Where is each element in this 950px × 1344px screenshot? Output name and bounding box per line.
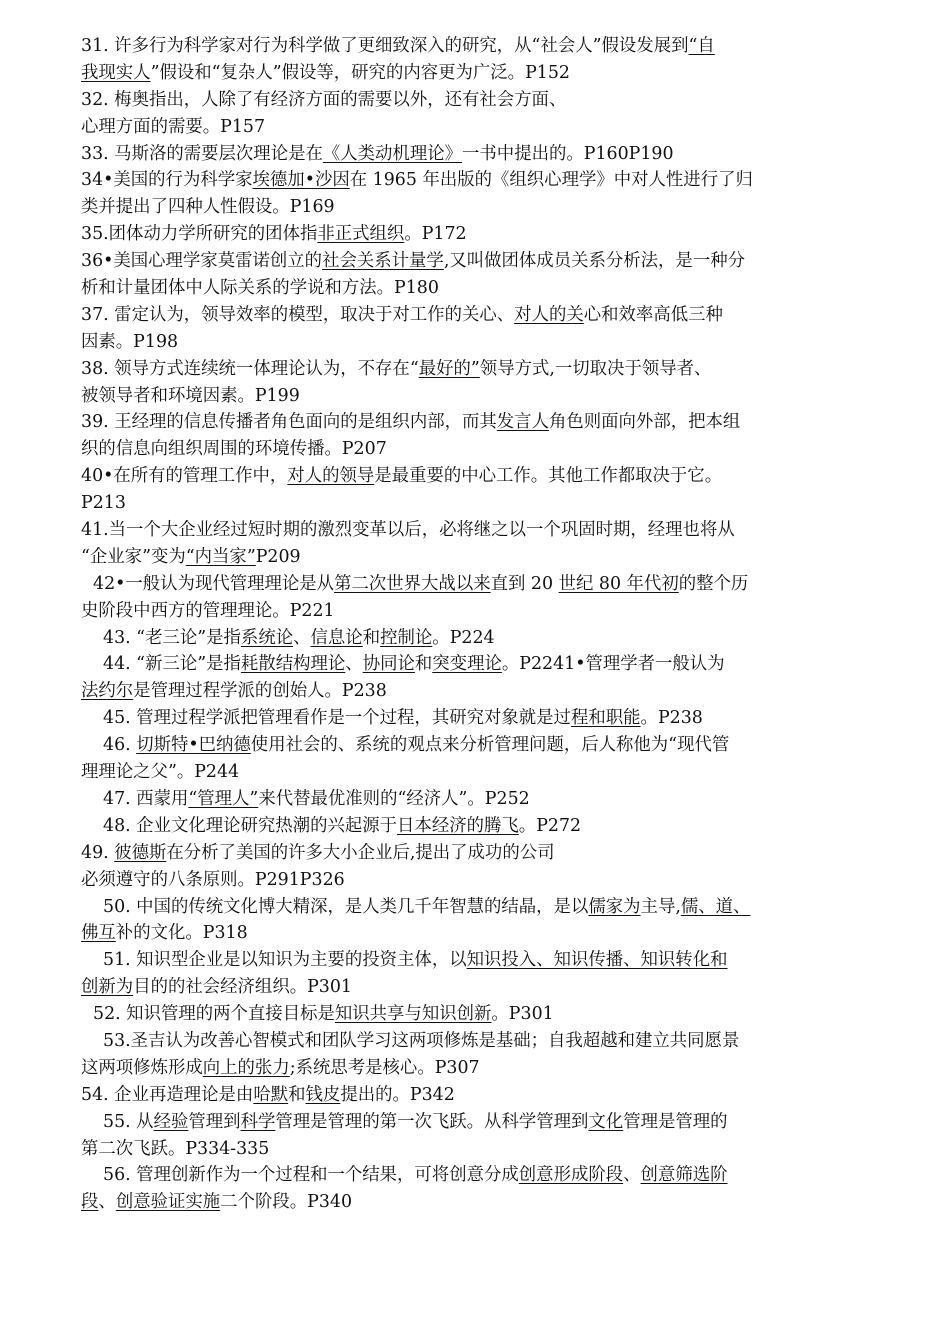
- underlined-answer: 控制论: [380, 627, 433, 648]
- item-43: [81, 625, 896, 652]
- item-33-line-1: [81, 141, 896, 168]
- item-53-line-2: [81, 1055, 896, 1082]
- item-32: [81, 87, 896, 141]
- text-run: 和: [362, 627, 381, 648]
- item-31-line-1: [81, 33, 896, 60]
- text-run: 47. 西蒙用: [103, 788, 189, 809]
- text-run: 理理论之父”。P244: [81, 762, 240, 783]
- text-run: ;系统思考是核心。P307: [289, 1057, 480, 1078]
- text-run: 织的信息向组织周围的环境传播。P207: [81, 439, 387, 460]
- text-run: 是最重要的中心工作。其他工作都取决于它。: [374, 466, 723, 487]
- item-36-line-1: [81, 248, 896, 275]
- underlined-answer: 系统论: [240, 627, 294, 648]
- item-34: [81, 167, 896, 221]
- underlined-answer: 社会关系计量学: [322, 251, 444, 272]
- text-run: 48. 企业文化理论研究热潮的兴起源于: [103, 815, 398, 836]
- text-run: 一书中提出的。P160P190: [462, 143, 674, 164]
- item-37-line-2: [81, 329, 896, 356]
- item-35-line-1: [81, 221, 896, 248]
- text-run: 和: [288, 1084, 306, 1105]
- underlined-answer: 佛互: [81, 923, 116, 944]
- item-46: [81, 732, 896, 786]
- text-run: 35.团体动力学所研究的团体指: [81, 224, 318, 245]
- underlined-answer: 第二次世界大战以来: [334, 573, 491, 594]
- underlined-answer: 对人的领导: [287, 466, 375, 487]
- underlined-answer: “内当家”: [185, 546, 256, 567]
- text-run: 角色则面向外部，把本组: [548, 412, 741, 433]
- text-run: 使用社会的、系统的观点来分析管理问题，后人称他为“现代管: [250, 735, 730, 756]
- text-run: 49.: [81, 842, 115, 863]
- item-46-line-2: [81, 759, 896, 786]
- text-run: 。P301: [491, 1004, 554, 1025]
- text-run: 在分析了美国的许多大小企业后,提出了成功的公司: [166, 842, 555, 863]
- item-55-line-1: [81, 1109, 896, 1136]
- item-44-line-2: [81, 678, 896, 705]
- text-run: “企业家”变为: [81, 546, 186, 567]
- text-run: 类并提出了四种人性假设。P169: [81, 197, 335, 218]
- item-34-line-1: [81, 167, 896, 194]
- item-53-line-1: [81, 1028, 896, 1055]
- item-49: [81, 840, 896, 894]
- item-41-line-2: [81, 544, 896, 571]
- text-run: 50. 中国的传统文化博大精深，是人类几千年智慧的结晶，是以: [103, 896, 589, 917]
- underlined-answer: 突变理论: [432, 654, 502, 675]
- text-run: 43. “老三论”是指: [103, 627, 241, 648]
- underlined-answer: 创意验证实施: [115, 1192, 221, 1213]
- item-40-line-1: [81, 463, 896, 490]
- underlined-answer: 《人类动机理论》: [322, 143, 463, 164]
- text-run: 38. 领导方式连续统一体理论认为，不存在“: [81, 358, 419, 379]
- underlined-answer: 程和职能: [570, 708, 641, 729]
- text-run: 补的文化。P318: [115, 923, 248, 944]
- text-run: 32. 梅奥指出，人除了有经济方面的需要以外，还有社会方面、: [81, 89, 567, 110]
- text-run: 。P2241•管理学者一般认为: [501, 654, 725, 675]
- text-run: 44. “新三论”是指: [103, 654, 241, 675]
- underlined-answer: 经验: [153, 1111, 189, 1132]
- text-run: 是管理过程学派的创始人。P238: [133, 681, 387, 702]
- text-run: P209: [255, 546, 301, 567]
- underlined-answer: 日本经济的腾飞: [397, 815, 519, 836]
- text-run: 直到 20: [490, 573, 559, 594]
- item-40-line-2: [81, 490, 896, 517]
- text-run: 45. 管理过程学派把管理看作是一个过程，其研究对象就是过: [103, 708, 571, 729]
- item-32-line-1: [81, 87, 896, 114]
- text-run: 析和计量团体中人际关系的学说和方法。P180: [81, 278, 439, 299]
- underlined-answer: 埃德加•沙因: [252, 170, 350, 191]
- item-49-line-1: [81, 840, 896, 867]
- underlined-answer: 法约尔: [81, 681, 134, 702]
- underlined-answer: “自: [688, 36, 715, 56]
- text-run: 目的的社会经济组织。P301: [133, 977, 352, 998]
- item-41-line-1: [81, 517, 896, 544]
- underlined-answer: 科学: [240, 1111, 276, 1132]
- item-45: [81, 705, 896, 732]
- text-run: 33. 马斯洛的需要层次理论是在: [81, 143, 323, 164]
- item-33: [81, 141, 896, 168]
- underlined-answer: 文化: [588, 1111, 624, 1132]
- underlined-answer: 知识投入、知识传播、知识转化和: [466, 950, 728, 971]
- item-35: [81, 221, 896, 248]
- item-39: [81, 409, 896, 463]
- text-run: 52. 知识管理的两个直接目标是: [93, 1004, 335, 1025]
- item-52: [81, 1001, 896, 1028]
- text-run: 34•美国的行为科学家: [81, 170, 253, 191]
- item-42-line-2: [81, 598, 896, 625]
- item-38: [81, 356, 896, 410]
- item-53: [81, 1028, 896, 1082]
- underlined-answer: 哈默: [253, 1084, 289, 1105]
- item-56-line-1: [81, 1162, 896, 1189]
- text-run: 37. 雷定认为，领导效率的模型，取决于对工作的关心、: [81, 304, 515, 325]
- text-run: 的整个历: [678, 573, 749, 594]
- text-run: ,又叫做团体成员关系分析法，是一种分: [443, 251, 745, 272]
- text-run: 。P238: [640, 708, 703, 729]
- item-56-line-2: [81, 1189, 896, 1216]
- item-48-line-1: [81, 813, 896, 840]
- text-run: 。P272: [518, 815, 582, 836]
- text-run: 55. 从: [103, 1111, 154, 1132]
- text-run: 。P224: [432, 627, 495, 648]
- document-body: [81, 33, 896, 1216]
- text-run: 39. 王经理的信息传播者角色面向的是组织内部，而其: [81, 412, 497, 433]
- item-52-line-1: [81, 1001, 896, 1028]
- item-39-line-1: [81, 409, 896, 436]
- underlined-answer: 创意筛选阶: [640, 1165, 728, 1186]
- item-55-line-2: [81, 1136, 896, 1163]
- underlined-answer: 发言人: [496, 412, 549, 433]
- underlined-answer: 儒、道、: [680, 896, 751, 917]
- text-run: 、: [623, 1165, 641, 1186]
- item-56: [81, 1162, 896, 1216]
- item-50-line-2: [81, 920, 896, 947]
- text-run: 管理到: [188, 1111, 241, 1132]
- item-47-line-1: [81, 786, 896, 813]
- item-31-line-2: [81, 60, 896, 87]
- text-run: 、: [98, 1192, 116, 1213]
- text-run: 36•美国心理学家莫雷诺创立的: [81, 251, 323, 272]
- text-run: 、: [293, 627, 311, 648]
- item-37: [81, 302, 896, 356]
- text-run: 来代替最优准则的“经济人”。P252: [258, 788, 530, 809]
- item-46-line-1: [81, 732, 896, 759]
- underlined-answer: 耗散结构理论: [240, 654, 346, 675]
- text-run: 这两项修炼形成: [81, 1057, 203, 1078]
- text-run: 心理方面的需要。P157: [81, 116, 266, 137]
- text-run: 54. 企业再造理论是由: [81, 1084, 254, 1105]
- text-run: 第二次飞跃。P334-335: [81, 1138, 270, 1159]
- item-48: [81, 813, 896, 840]
- underlined-answer: 最好的”: [418, 358, 480, 379]
- text-run: 管理是管理的第一次飞跃。从科学管理到: [275, 1111, 589, 1132]
- text-run: 因素。P198: [81, 331, 179, 352]
- item-39-line-2: [81, 436, 896, 463]
- text-run: 40•在所有的管理工作中，: [81, 466, 288, 487]
- item-54: [81, 1082, 896, 1109]
- text-run: 史阶段中西方的管理理论。P221: [81, 600, 335, 621]
- underlined-answer: 我现实人: [81, 62, 151, 83]
- text-run: 提出的。P342: [340, 1084, 455, 1105]
- text-run: 二个阶段。P340: [220, 1192, 353, 1213]
- text-run: 42•一般认为现代管理理论是从: [93, 573, 335, 594]
- item-50-line-1: [81, 894, 896, 921]
- text-run: 领导方式,一切取决于领导者、: [479, 358, 712, 379]
- item-38-line-2: [81, 383, 896, 410]
- text-run: 被领导者和环境因素。P199: [81, 385, 300, 406]
- underlined-answer: 钱皮: [305, 1084, 341, 1105]
- item-44-line-1: [81, 651, 896, 678]
- item-49-line-2: [81, 867, 896, 894]
- item-37-line-1: [81, 302, 896, 329]
- underlined-answer: 切斯特•巴纳德: [136, 735, 251, 756]
- item-51-line-1: [81, 947, 896, 974]
- underlined-answer: 创新为: [81, 977, 134, 998]
- item-42: [81, 571, 896, 625]
- text-run: ”假设和“复杂人”假设等，研究的内容更为广泛。P152: [150, 62, 570, 83]
- underlined-answer: 信息论: [310, 627, 363, 648]
- item-54-line-1: [81, 1082, 896, 1109]
- item-42-line-1: [81, 571, 896, 598]
- text-run: 管理是管理的: [623, 1111, 728, 1132]
- item-47: [81, 786, 896, 813]
- item-36-line-2: [81, 275, 896, 302]
- text-run: 。P172: [404, 224, 467, 245]
- underlined-answer: 协同论: [362, 654, 415, 675]
- text-run: 和: [414, 654, 433, 675]
- text-run: 51. 知识型企业是以知识为主要的投资主体，以: [103, 950, 467, 971]
- underlined-answer: 世纪 80 年代初: [558, 573, 679, 594]
- item-50: [81, 894, 896, 948]
- text-run: 31. 许多行为科学家对行为科学做了更细致深入的研究，从“社会人”假设发展到: [81, 36, 689, 56]
- underlined-answer: 知识共享与知识创新: [334, 1004, 492, 1025]
- item-31: [81, 33, 896, 87]
- item-41: [81, 517, 896, 571]
- item-32-line-2: [81, 114, 896, 141]
- underlined-answer: 创意形成阶段: [518, 1165, 624, 1186]
- item-34-line-2: [81, 194, 896, 221]
- underlined-answer: 段: [81, 1192, 99, 1213]
- item-45-line-1: [81, 705, 896, 732]
- item-55: [81, 1109, 896, 1163]
- item-36: [81, 248, 896, 302]
- text-run: 53.圣吉认为改善心智模式和团队学习这两项修炼是基础；自我超越和建立共同愿景: [103, 1030, 740, 1051]
- underlined-answer: 彼德斯: [114, 842, 167, 863]
- item-51-line-2: [81, 974, 896, 1001]
- text-run: 在 1965 年出版的《组织心理学》中对人性进行了归: [349, 170, 753, 191]
- item-38-line-1: [81, 356, 896, 383]
- underlined-answer: 非正式组织: [317, 224, 405, 245]
- underlined-answer: 对人的关: [514, 304, 584, 325]
- underlined-answer: 向上的张力: [202, 1057, 290, 1078]
- item-40: [81, 463, 896, 517]
- underlined-answer: 儒家为: [588, 896, 641, 917]
- text-run: 、: [345, 654, 363, 675]
- text-run: 必须遵守的八条原则。P291P326: [81, 869, 345, 890]
- item-51: [81, 947, 896, 1001]
- text-run: 41.当一个大企业经过短时期的激烈变革以后，必将继之以一个巩固时期，经理也将从: [81, 520, 735, 541]
- text-run: 心和效率高低三种: [583, 304, 723, 325]
- text-run: P213: [81, 493, 126, 514]
- underlined-answer: “管理人”: [188, 788, 259, 809]
- text-run: 56. 管理创新作为一个过程和一个结果，可将创意分成: [103, 1165, 519, 1186]
- item-44: [81, 651, 896, 705]
- item-43-line-1: [81, 625, 896, 652]
- text-run: 主导,: [640, 896, 681, 917]
- text-run: 46.: [103, 735, 137, 756]
